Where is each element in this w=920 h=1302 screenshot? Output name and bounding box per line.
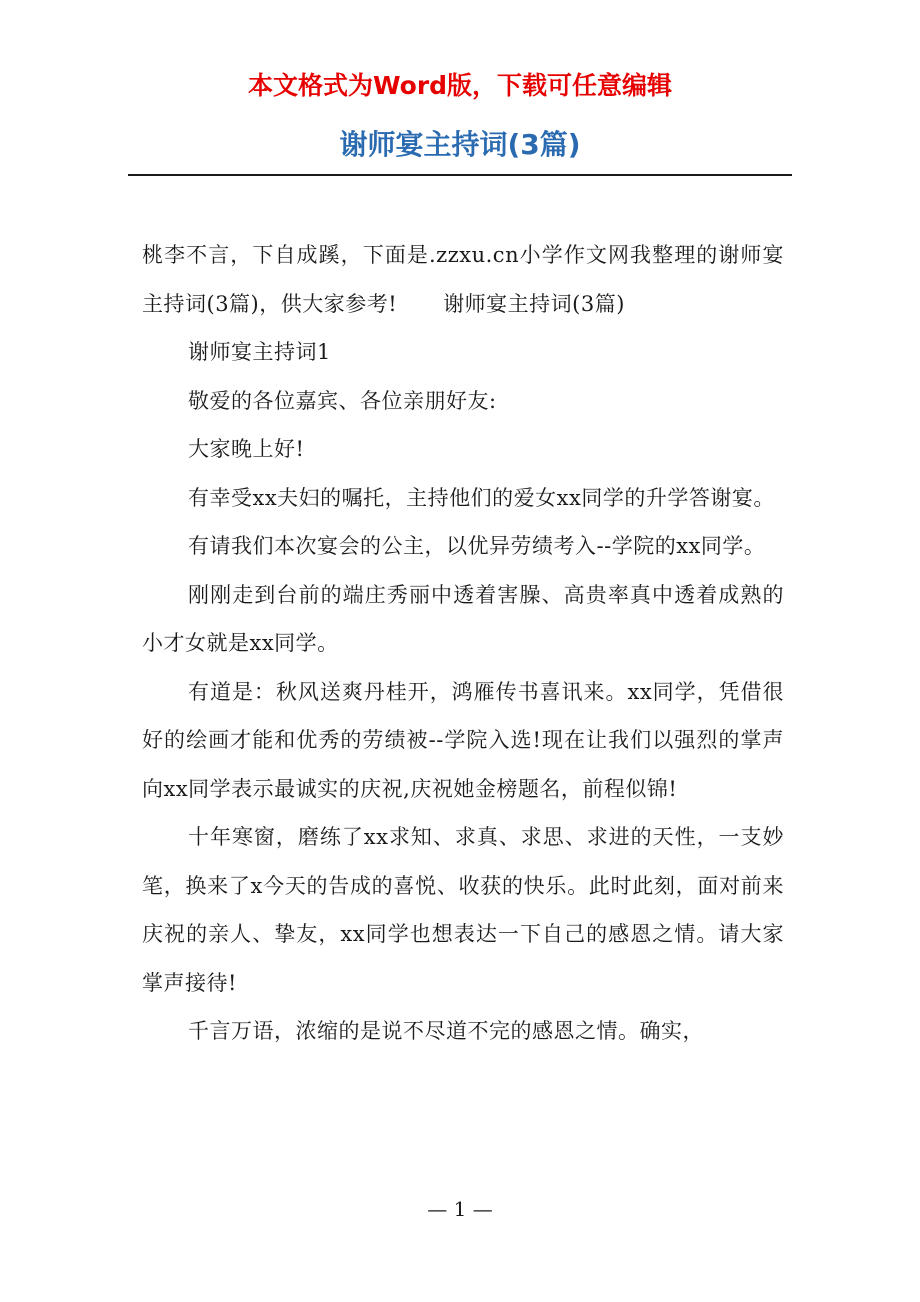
body-paragraph: 有道是：秋风送爽丹桂开，鸿雁传书喜讯来。xx同学，凭借很好的绘画才能和优秀的劳绩被--学院入选!现在让我们以强烈的掌声向xx同学表示最诚实的庆祝,庆祝她金榜题名，前程似锦! [142,679,784,801]
body-paragraph: 有请我们本次宴会的公主，以优异劳绩考入--学院的xx同学。 [188,534,766,558]
document-title: 谢师宴主持词(3篇) [339,128,581,161]
title-divider [128,174,792,176]
body-paragraph: 千言万语，浓缩的是说不尽道不完的感恩之情。确实， [188,1019,704,1043]
format-banner: 本文格式为Word版，下载可任意编辑 [247,71,673,100]
intro-tail: 谢师宴主持词(3篇) [443,291,625,316]
salutation: 敬爱的各位嘉宾、各位亲朋好友: [188,388,497,413]
document-body [142,231,784,1056]
intro-paragraph [142,231,784,328]
body-paragraph: 刚刚走到台前的端庄秀丽中透着害臊、高贵率真中透着成熟的小才女就是xx同学。 [142,582,784,655]
body-paragraph: 十年寒窗，磨练了xx求知、求真、求思、求进的天性，一支妙笔，换来了x今天的告成的喜悦、收获的快乐。此时此刻，面对前来庆祝的亲人、挚友，xx同学也想表达一下自己的感恩之情。请大家掌声接待! [142,825,784,995]
greeting: 大家晚上好! [188,437,305,461]
intro-text: 桃李不言，下自成蹊，下面是.zzxu.cn小学作文网我整理的谢师宴主持词(3篇)，供大家参考! [142,243,784,316]
body-paragraph: 有幸受xx夫妇的嘱托，主持他们的爱女xx同学的升学答谢宴。 [188,485,775,510]
page-number: — 1 — [427,1197,493,1221]
section-heading: 谢师宴主持词1 [188,340,331,364]
